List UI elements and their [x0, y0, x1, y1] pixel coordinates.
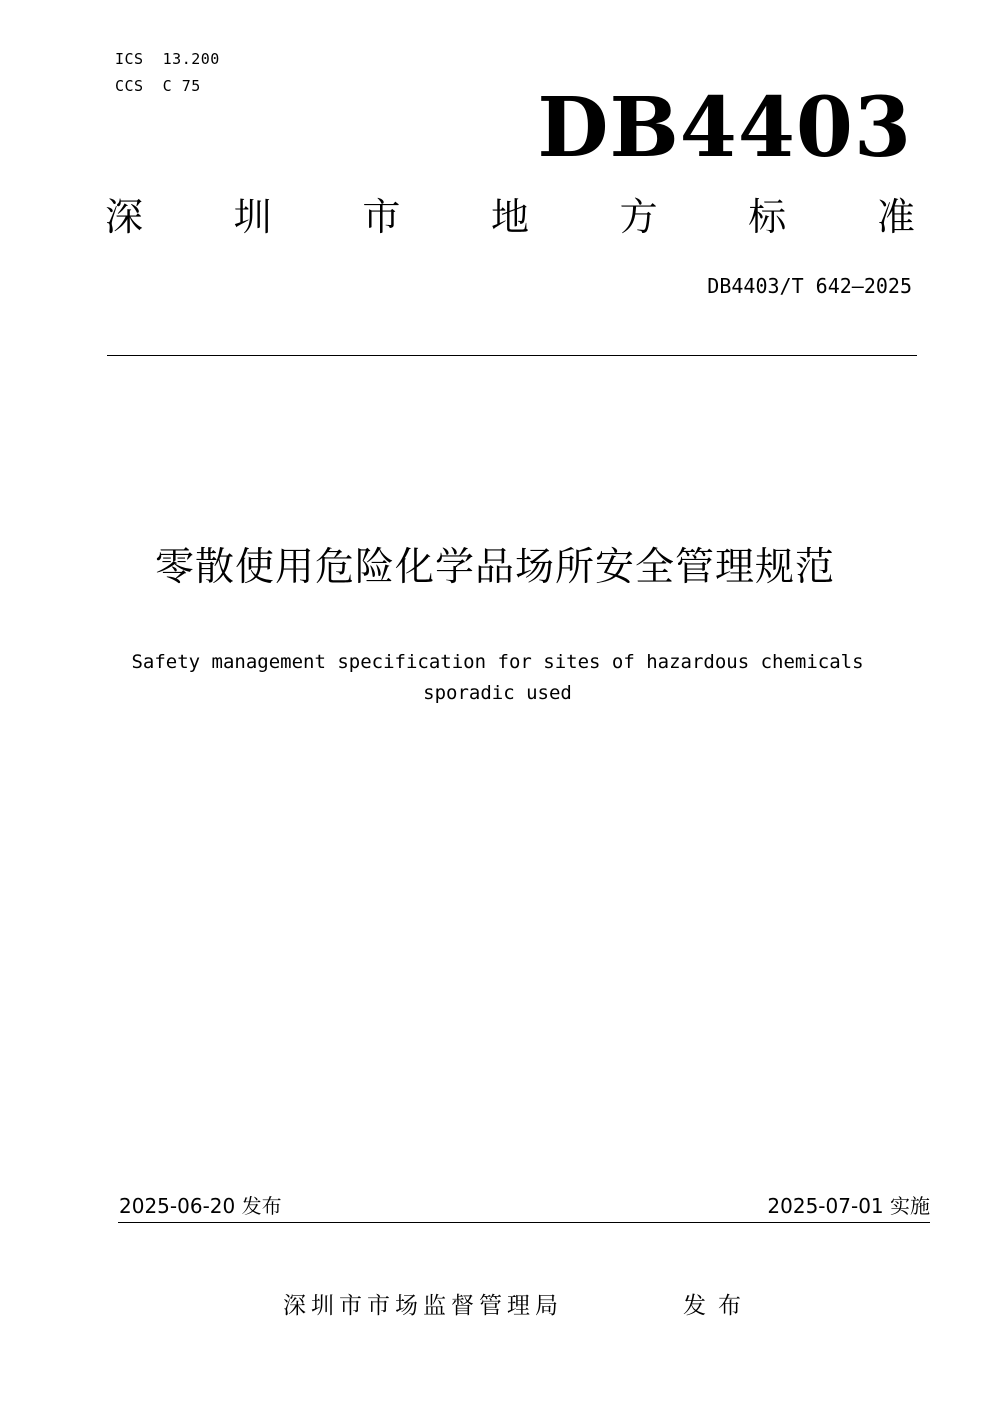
standard-type-char: 地 — [490, 195, 529, 239]
ccs-code: CCS C 75 — [115, 77, 201, 95]
title-chinese-text: 零散使用危险化学品场所安全管理规范 — [154, 545, 835, 590]
standard-type-char: 市 — [362, 195, 401, 239]
standard-code-heading: DB4403 — [537, 80, 912, 176]
standard-type-char: 深 — [105, 195, 144, 239]
issue-date: 2025-06-20 发布 — [119, 1194, 282, 1218]
title-english: Safety management specification for sites of hazardous chemicals sporadic used — [131, 651, 864, 704]
ics-code: ICS 13.200 — [115, 50, 220, 68]
standard-type-char: 标 — [748, 195, 787, 239]
standard-type-char: 方 — [619, 195, 658, 239]
header-divider — [107, 355, 917, 356]
standard-type-title — [105, 192, 915, 242]
standard-type-char: 准 — [876, 195, 915, 239]
footer-divider — [118, 1222, 930, 1223]
implementation-date: 2025-07-01 实施 — [767, 1194, 930, 1218]
publisher-name: 深圳市市场监督管理局 — [283, 1293, 563, 1319]
publish-label: 发布 — [683, 1293, 753, 1319]
title-chinese — [0, 540, 1000, 596]
standard-number: DB4403/T 642—2025 — [707, 274, 912, 298]
standard-type-char: 圳 — [233, 195, 272, 239]
